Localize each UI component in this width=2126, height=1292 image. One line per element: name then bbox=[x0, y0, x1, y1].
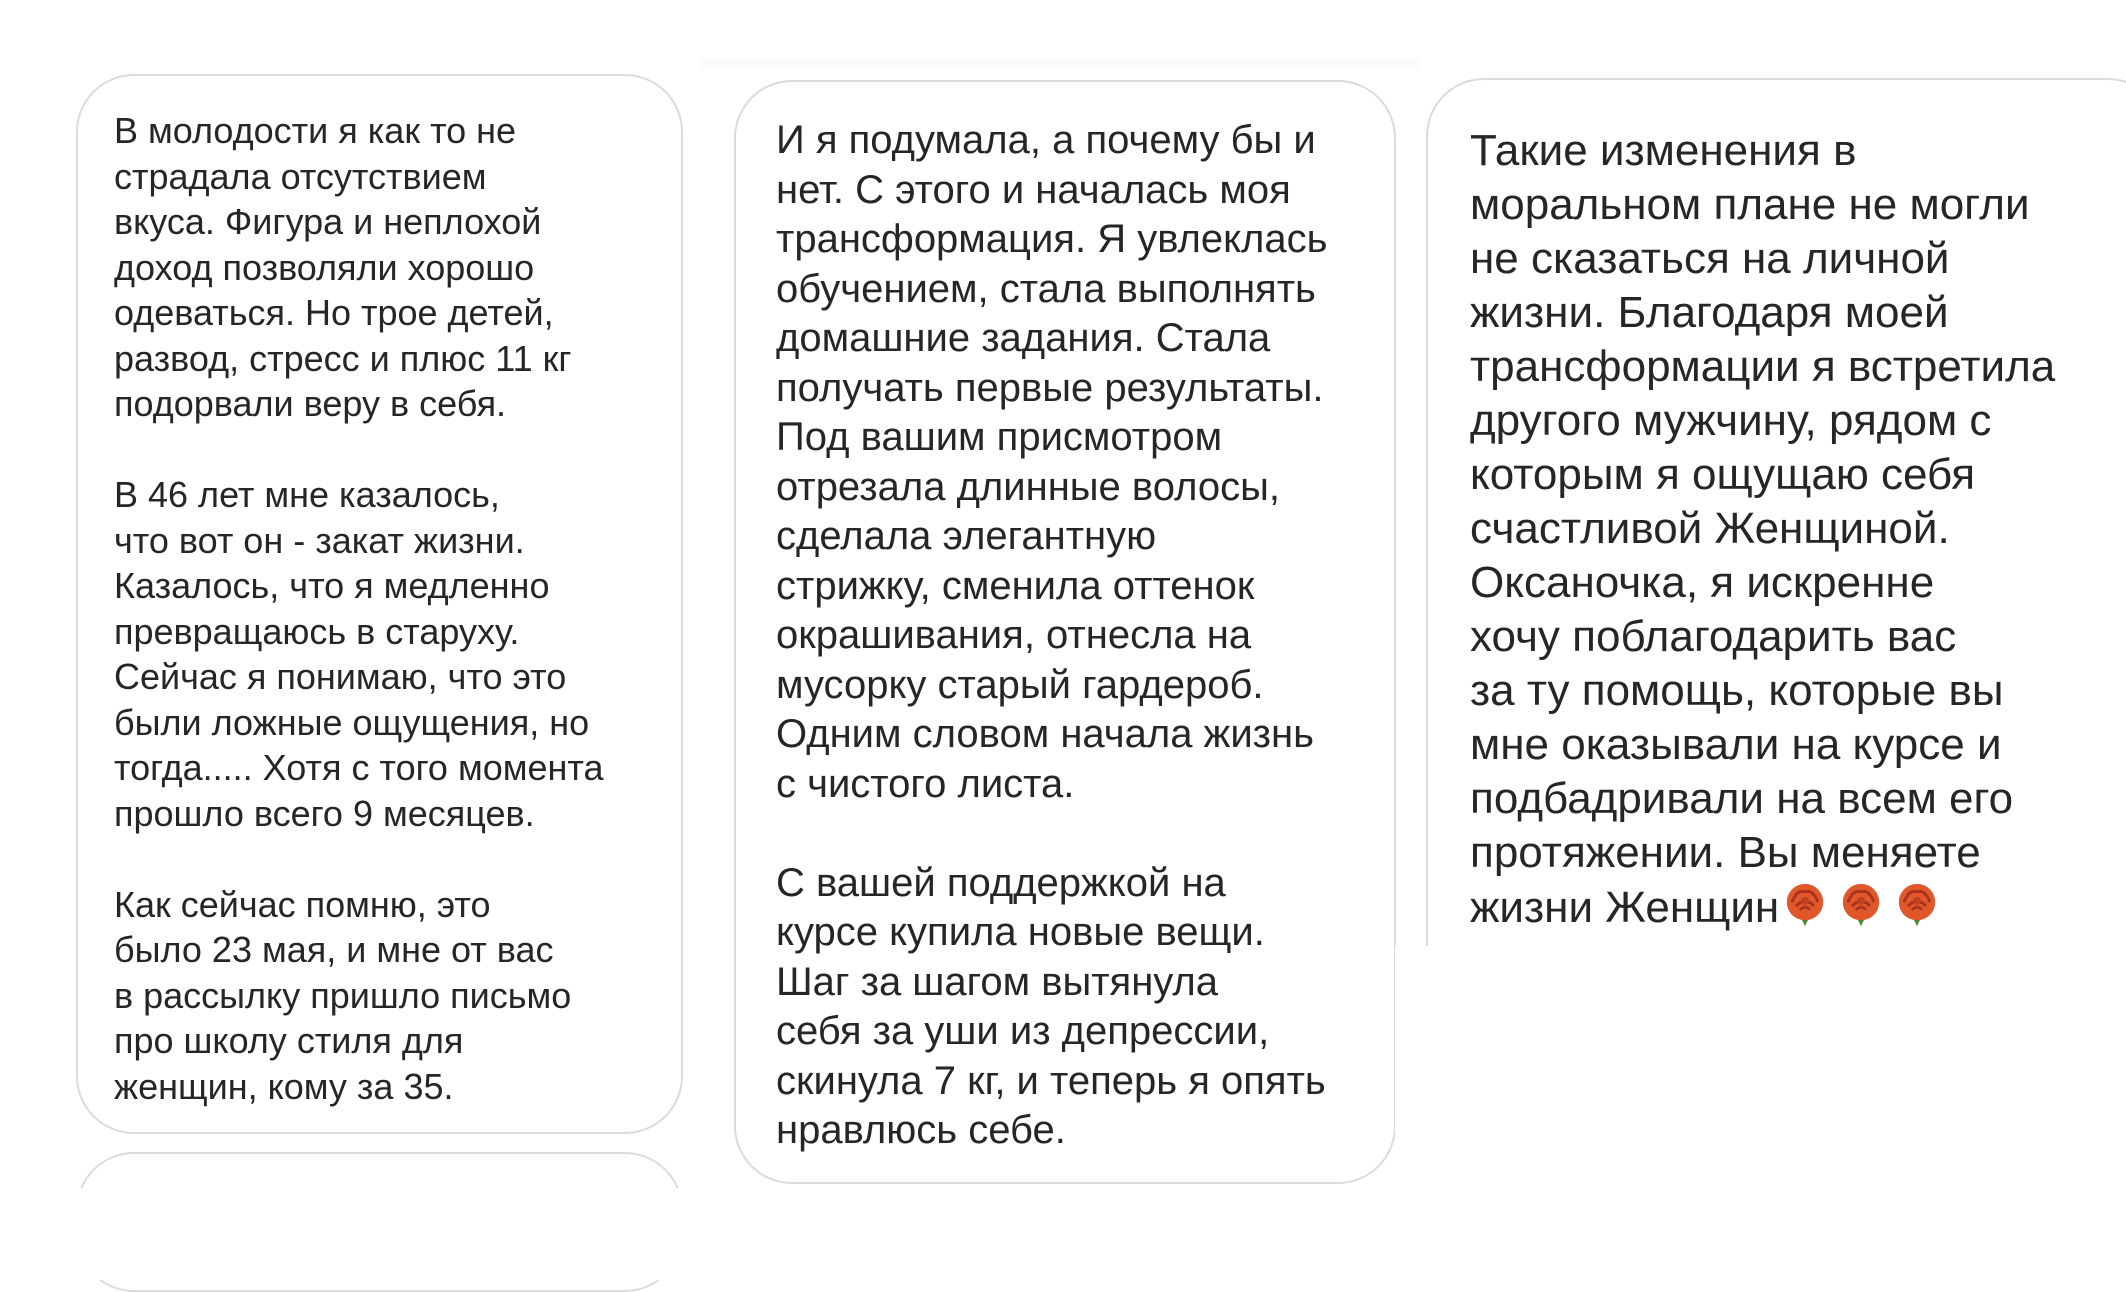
message-1-paragraph-1: В молодости я как то не страдала отсутствием вкуса. Фигура и неплохой доход позволяли хорошо одеваться. Но трое детей, развод, стресс и плюс 11 кг подорвали веру в себя. bbox=[114, 110, 572, 424]
rose-icon bbox=[1835, 880, 1887, 932]
rose-emoji-group bbox=[1779, 883, 1947, 932]
rose-icon bbox=[1779, 880, 1831, 932]
rose-icon bbox=[1891, 880, 1943, 932]
message-bubble-1[interactable] bbox=[76, 74, 683, 1134]
message-2-paragraph-1: И я подумала, а почему бы и нет. С этого и началась моя трансформация. Я увлеклась обучением, стала выполнять домашние задания. Стала получать первые результаты. Под вашим присмотром отрезала длинные волосы, сделала элегантную стрижку, сменила оттенок окрашивания, отнесла на мусорку старый гардероб. Одним словом начала жизнь с чистого листа. bbox=[776, 118, 1328, 806]
message-1-paragraph-2: В 46 лет мне казалось, что вот он - закат жизни. Казалось, что я медленно превращаюсь в старуху. Сейчас я понимаю, что это были ложные ощущения, но тогда..... Хотя с того момента прошло всего 9 месяцев. bbox=[114, 474, 604, 834]
message-2-paragraph-2: С вашей поддержкой на курсе купила новые вещи. Шаг за шагом вытянула себя за уши из депрессии, скинула 7 кг, и теперь я опять нравлюсь себе. bbox=[776, 860, 1326, 1152]
message-1-paragraph-3: Как сейчас помню, это было 23 мая, и мне от вас в рассылку пришло письмо про школу стиля для женщин, кому за 35. bbox=[114, 883, 572, 1107]
crop-edge-bottom bbox=[0, 1188, 2126, 1280]
message-3-body: Такие изменения в моральном плане не могли не сказаться на личной жизни. Благодаря моей трансформации я встретила другого мужчину, рядом с которым я ощущаю себя счастливой Женщиной. Оксаночка, я искренне хочу поблагодарить вас за ту помощь, которые вы мне оказывали на курсе и подбадривали на всем его протяжении. Вы меняете жизни Женщин bbox=[1470, 126, 2056, 932]
message-bubble-2[interactable] bbox=[734, 80, 1396, 1184]
message-3-text bbox=[1470, 124, 2126, 935]
message-bubble-3[interactable] bbox=[1426, 78, 2126, 1018]
top-divider-shadow bbox=[700, 56, 1420, 70]
